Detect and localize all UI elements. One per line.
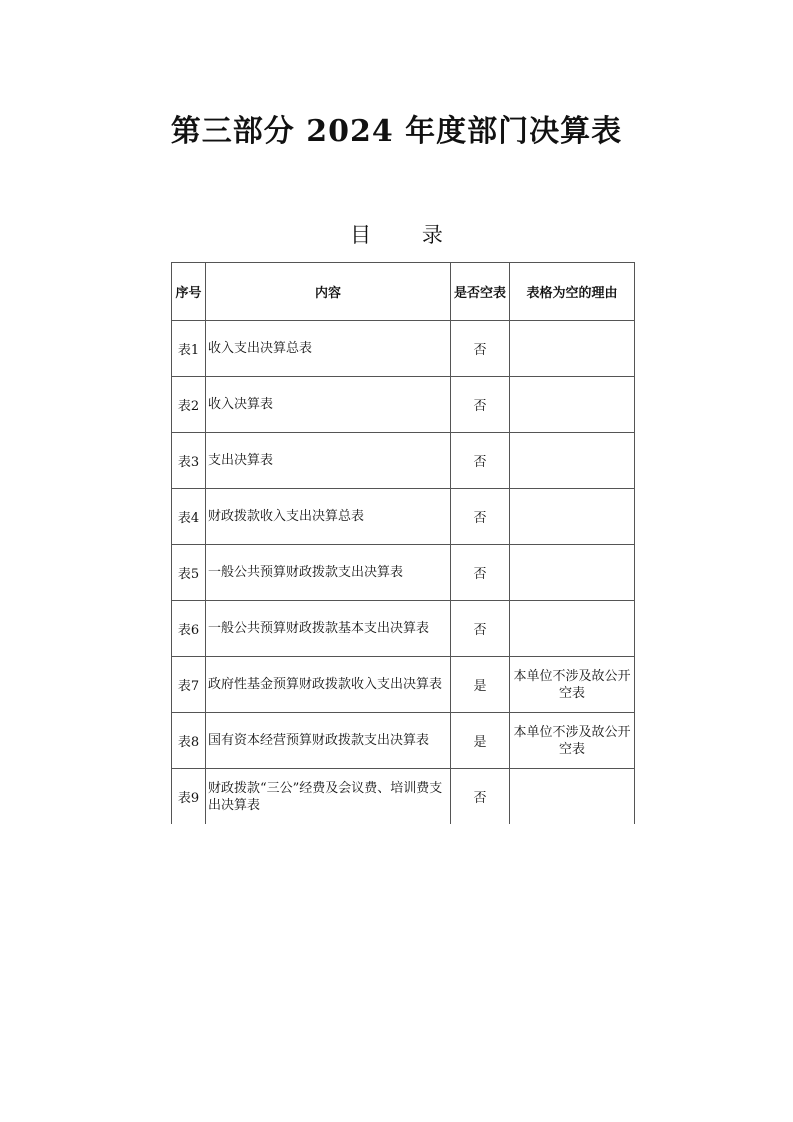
- row-no: 表6: [172, 601, 206, 657]
- row-content: 支出决算表: [206, 433, 451, 489]
- row-content: 财政拨款收入支出决算总表: [206, 489, 451, 545]
- table-row: [172, 489, 635, 545]
- row-reason: [510, 433, 635, 489]
- row-no: 表8: [172, 713, 206, 769]
- row-is-empty: 否: [451, 321, 510, 377]
- row-is-empty: 否: [451, 601, 510, 657]
- row-is-empty: 否: [451, 377, 510, 433]
- row-no: 表2: [172, 377, 206, 433]
- table-row: [172, 601, 635, 657]
- row-reason: [510, 769, 635, 825]
- row-no: 表3: [172, 433, 206, 489]
- row-content: 一般公共预算财政拨款基本支出决算表: [206, 601, 451, 657]
- row-is-empty: 是: [451, 657, 510, 713]
- row-reason: [510, 321, 635, 377]
- row-reason: [510, 377, 635, 433]
- header-is-empty: 是否空表: [451, 263, 510, 321]
- table-row: [172, 769, 635, 825]
- page-title: 第三部分 2024 年度部门决算表: [170, 114, 623, 149]
- row-is-empty: 否: [451, 769, 510, 825]
- table-row: [172, 377, 635, 433]
- toc-table: [171, 262, 635, 824]
- row-content: 财政拨款“三公”经费及会议费、培训费支出决算表: [206, 769, 451, 825]
- row-content: 国有资本经营预算财政拨款支出决算表: [206, 713, 451, 769]
- table-row: [172, 321, 635, 377]
- row-content: 收入决算表: [206, 377, 451, 433]
- table-row: [172, 545, 635, 601]
- row-reason: 本单位不涉及故公开空表: [510, 713, 635, 769]
- row-is-empty: 是: [451, 713, 510, 769]
- row-no: 表7: [172, 657, 206, 713]
- row-reason: 本单位不涉及故公开空表: [510, 657, 635, 713]
- row-is-empty: 否: [451, 433, 510, 489]
- row-reason: [510, 489, 635, 545]
- header-no: 序号: [172, 263, 206, 321]
- table-row: [172, 433, 635, 489]
- row-content: 一般公共预算财政拨款支出决算表: [206, 545, 451, 601]
- row-no: 表4: [172, 489, 206, 545]
- row-is-empty: 否: [451, 545, 510, 601]
- table-row: [172, 713, 635, 769]
- table-row: [172, 657, 635, 713]
- row-no: 表1: [172, 321, 206, 377]
- row-content: 政府性基金预算财政拨款收入支出决算表: [206, 657, 451, 713]
- toc-heading: 目 录: [350, 223, 465, 247]
- row-is-empty: 否: [451, 489, 510, 545]
- header-reason: 表格为空的理由: [510, 263, 635, 321]
- row-content: 收入支出决算总表: [206, 321, 451, 377]
- row-reason: [510, 545, 635, 601]
- row-no: 表9: [172, 769, 206, 825]
- row-no: 表5: [172, 545, 206, 601]
- row-reason: [510, 601, 635, 657]
- table-header-row: [172, 263, 635, 321]
- header-content: 内容: [206, 263, 451, 321]
